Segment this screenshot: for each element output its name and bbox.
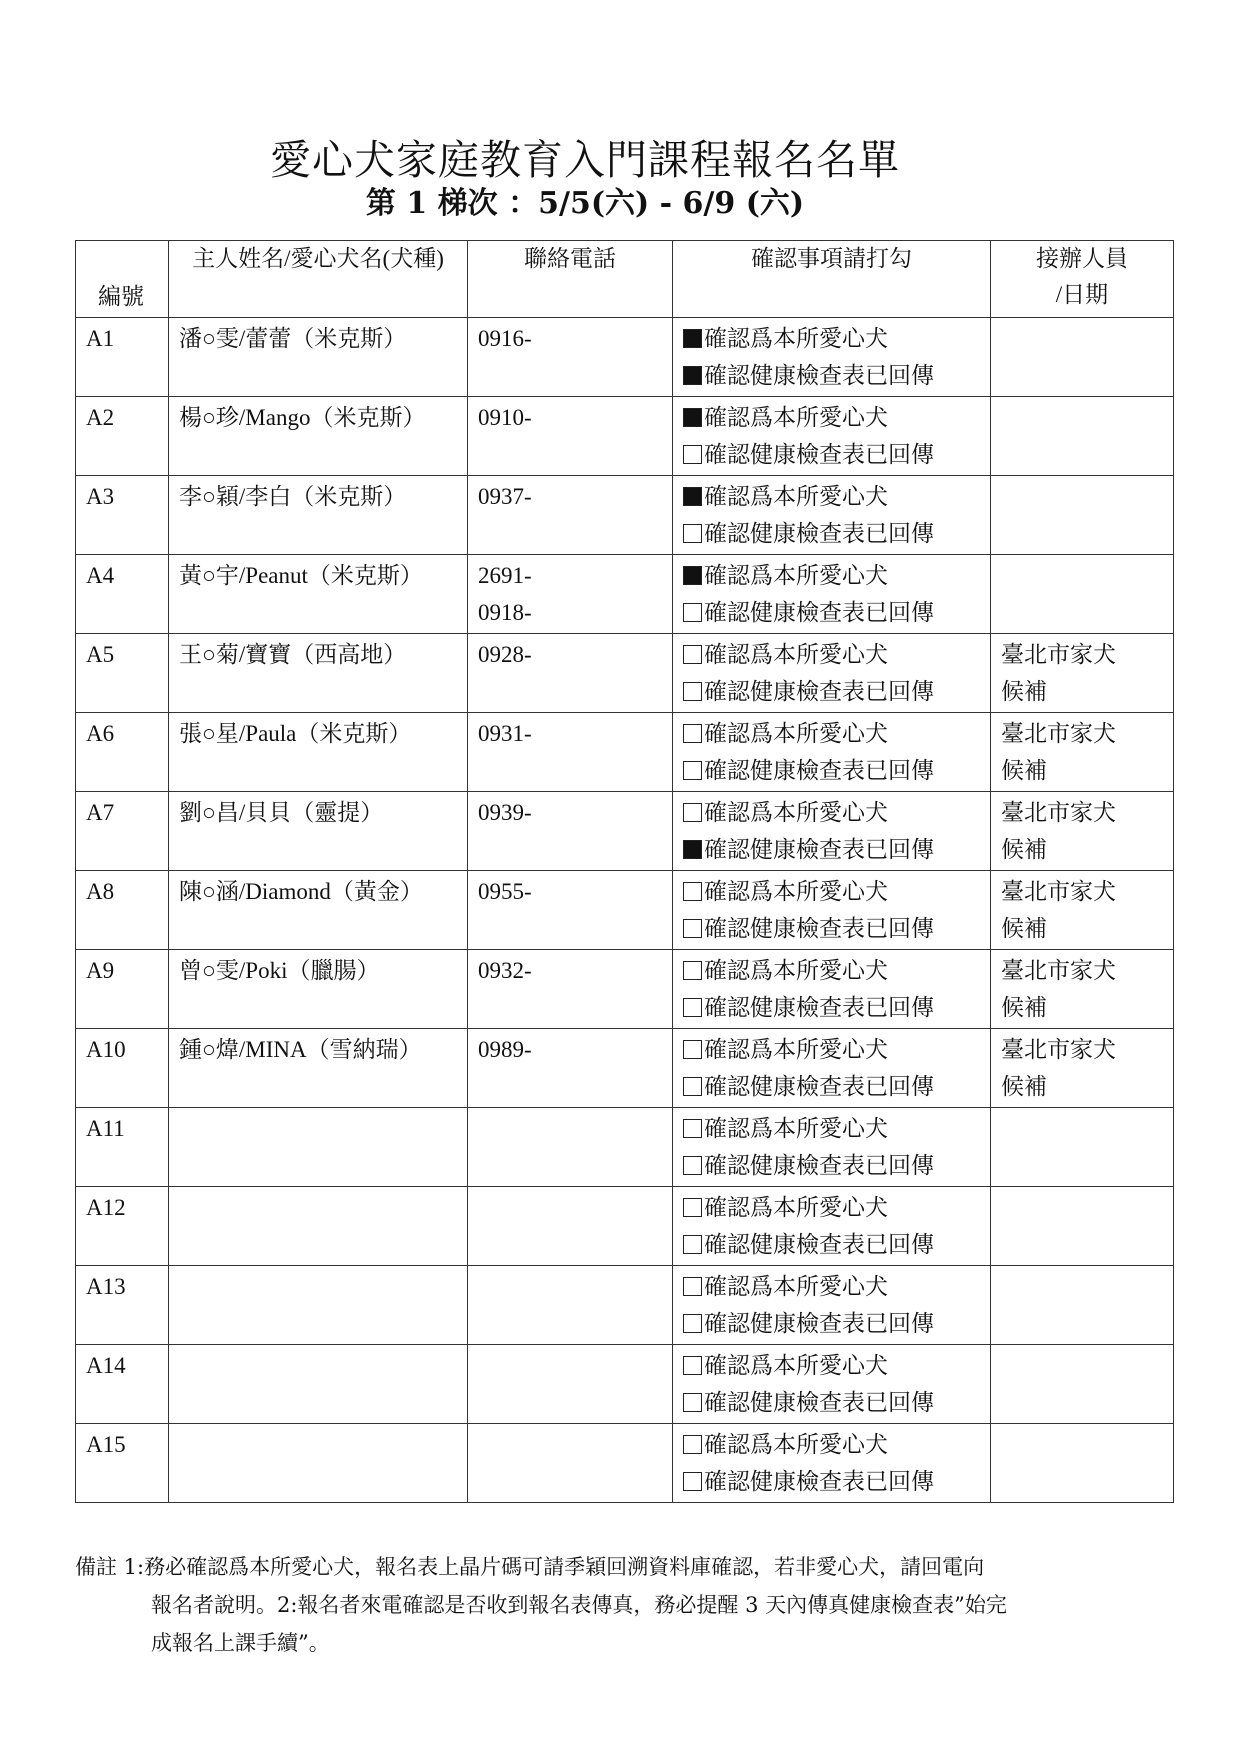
table-row (76, 950, 1174, 1029)
contact-phone-primary: 0989- (478, 1037, 532, 1062)
contact-phone (468, 1266, 673, 1345)
confirm-health-form-label: 確認健康檢查表已回傳 (704, 1074, 934, 1099)
confirm-own-dog-checkbox[interactable] (683, 715, 980, 752)
contact-phone (468, 1029, 673, 1108)
owner-dog-name (169, 1345, 468, 1424)
remarks (75, 1548, 1185, 1662)
owner-dog-name (169, 950, 468, 1029)
owner-dog-name-text: 陳○涵/Diamond（黃金） (179, 879, 423, 904)
row-number (76, 476, 169, 555)
handler-date (991, 713, 1174, 792)
table-row (76, 871, 1174, 950)
contact-phone-primary: 0955- (478, 879, 532, 904)
handler-line-2: 候補 (1001, 916, 1047, 941)
owner-dog-name (169, 792, 468, 871)
handler-date (991, 1345, 1174, 1424)
confirm-own-dog-checkbox[interactable] (683, 557, 980, 594)
confirmation-checks (673, 555, 991, 634)
confirmation-checks (673, 792, 991, 871)
handler-line-1: 臺北市家犬 (1001, 642, 1116, 667)
checked-box-icon[interactable] (683, 366, 702, 385)
header-owner: 主人姓名/愛心犬名(犬種) (169, 241, 468, 318)
row-number-text: A11 (86, 1116, 125, 1141)
confirm-own-dog-label: 確認爲本所愛心犬 (704, 800, 888, 825)
row-number (76, 871, 169, 950)
confirm-health-form-checkbox[interactable] (683, 831, 980, 868)
owner-dog-name-text: 李○穎/李白（米克斯） (179, 484, 407, 509)
row-number-text: A13 (86, 1274, 126, 1299)
confirm-own-dog-label: 確認爲本所愛心犬 (704, 721, 888, 746)
owner-dog-name-text: 曾○雯/Poki（臘腸） (179, 958, 380, 983)
unchecked-box-icon[interactable] (683, 803, 702, 822)
row-number-text: A7 (86, 800, 115, 825)
row-number (76, 397, 169, 476)
owner-dog-name (169, 318, 468, 397)
handler-line-2: 候補 (1001, 995, 1047, 1020)
confirm-own-dog-checkbox[interactable] (683, 399, 980, 436)
contact-phone-primary: 0932- (478, 958, 532, 983)
confirm-own-dog-checkbox[interactable] (683, 1268, 980, 1305)
handler-date (991, 950, 1174, 1029)
table-row (76, 1029, 1174, 1108)
handler-line-2: 候補 (1001, 837, 1047, 862)
confirm-own-dog-label: 確認爲本所愛心犬 (704, 405, 888, 430)
confirm-own-dog-checkbox[interactable] (683, 873, 980, 910)
table-row (76, 555, 1174, 634)
confirm-health-form-checkbox[interactable] (683, 1463, 980, 1500)
contact-phone-secondary: 0918- (478, 600, 532, 625)
confirm-own-dog-label: 確認爲本所愛心犬 (704, 563, 888, 588)
confirm-own-dog-checkbox[interactable] (683, 1031, 980, 1068)
owner-dog-name (169, 634, 468, 713)
confirmation-checks (673, 713, 991, 792)
row-number-text: A9 (86, 958, 115, 983)
table-row (76, 397, 1174, 476)
contact-phone-primary: 0931- (478, 721, 532, 746)
confirmation-checks (673, 871, 991, 950)
remarks-line-3: 成報名上課手續”。 (151, 1631, 330, 1655)
confirm-own-dog-label: 確認爲本所愛心犬 (704, 1353, 888, 1378)
confirm-health-form-label: 確認健康檢查表已回傳 (704, 600, 934, 625)
checked-box-icon[interactable] (683, 329, 702, 348)
handler-line-2: 候補 (1001, 679, 1047, 704)
confirm-own-dog-label: 確認爲本所愛心犬 (704, 879, 888, 904)
confirm-own-dog-checkbox[interactable] (683, 1426, 980, 1463)
owner-dog-name (169, 397, 468, 476)
header-handler (991, 241, 1174, 318)
row-number (76, 1108, 169, 1187)
owner-dog-name (169, 871, 468, 950)
handler-line-1: 臺北市家犬 (1001, 721, 1116, 746)
confirm-own-dog-label: 確認爲本所愛心犬 (704, 1116, 888, 1141)
confirmation-checks (673, 476, 991, 555)
confirm-health-form-label: 確認健康檢查表已回傳 (704, 521, 934, 546)
checked-box-icon[interactable] (683, 487, 702, 506)
contact-phone (468, 713, 673, 792)
confirm-health-form-checkbox[interactable] (683, 594, 980, 631)
contact-phone-primary: 0916- (478, 326, 532, 351)
unchecked-box-icon[interactable] (683, 1356, 702, 1375)
confirm-health-form-checkbox[interactable] (683, 515, 980, 552)
owner-dog-name (169, 1187, 468, 1266)
unchecked-box-icon[interactable] (683, 1198, 702, 1217)
confirm-health-form-checkbox[interactable] (683, 1226, 980, 1263)
document-title: 愛心犬家庭教育入門課程報名名單 (270, 136, 900, 185)
checked-box-icon[interactable] (683, 840, 702, 859)
confirm-own-dog-label: 確認爲本所愛心犬 (704, 958, 888, 983)
row-number (76, 713, 169, 792)
confirm-health-form-label: 確認健康檢查表已回傳 (704, 679, 934, 704)
row-number (76, 950, 169, 1029)
row-number-text: A4 (86, 563, 115, 588)
handler-date (991, 871, 1174, 950)
checked-box-icon[interactable] (683, 408, 702, 427)
contact-phone (468, 555, 673, 634)
owner-dog-name-text: 潘○雯/蕾蕾（米克斯） (179, 326, 407, 351)
header-handler-line1: 接辦人員 (1036, 246, 1128, 271)
confirm-health-form-checkbox[interactable] (683, 989, 980, 1026)
owner-dog-name (169, 1108, 468, 1187)
unchecked-box-icon[interactable] (683, 1077, 702, 1096)
confirm-health-form-label: 確認健康檢查表已回傳 (704, 363, 934, 388)
handler-date (991, 397, 1174, 476)
confirm-own-dog-checkbox[interactable] (683, 794, 980, 831)
owner-dog-name (169, 1029, 468, 1108)
confirmation-checks (673, 318, 991, 397)
confirm-health-form-label: 確認健康檢查表已回傳 (704, 837, 934, 862)
row-number (76, 318, 169, 397)
handler-date (991, 476, 1174, 555)
row-number (76, 555, 169, 634)
row-number-text: A3 (86, 484, 115, 509)
table-row (76, 792, 1174, 871)
table-row (76, 476, 1174, 555)
confirm-own-dog-label: 確認爲本所愛心犬 (704, 642, 888, 667)
confirm-health-form-label: 確認健康檢查表已回傳 (704, 1390, 934, 1415)
unchecked-box-icon[interactable] (683, 761, 702, 780)
unchecked-box-icon[interactable] (683, 645, 702, 664)
confirm-own-dog-checkbox[interactable] (683, 1110, 980, 1147)
confirm-own-dog-checkbox[interactable] (683, 1189, 980, 1226)
table-header-row (76, 241, 1174, 318)
confirm-health-form-label: 確認健康檢查表已回傳 (704, 1153, 934, 1178)
unchecked-box-icon[interactable] (683, 1040, 702, 1059)
unchecked-box-icon[interactable] (683, 1472, 702, 1491)
confirm-health-form-checkbox[interactable] (683, 1068, 980, 1105)
handler-date (991, 1187, 1174, 1266)
confirm-health-form-checkbox[interactable] (683, 1384, 980, 1421)
confirm-health-form-label: 確認健康檢查表已回傳 (704, 995, 934, 1020)
unchecked-box-icon[interactable] (683, 919, 702, 938)
confirm-own-dog-label: 確認爲本所愛心犬 (704, 1195, 888, 1220)
row-number (76, 1345, 169, 1424)
registration-table (75, 240, 1174, 1503)
checked-box-icon[interactable] (683, 566, 702, 585)
row-number-text: A14 (86, 1353, 126, 1378)
confirm-own-dog-checkbox[interactable] (683, 1347, 980, 1384)
confirm-own-dog-checkbox[interactable] (683, 320, 980, 357)
owner-dog-name (169, 1266, 468, 1345)
table-row (76, 1345, 1174, 1424)
contact-phone (468, 397, 673, 476)
contact-phone (468, 634, 673, 713)
unchecked-box-icon[interactable] (683, 1435, 702, 1454)
table-row (76, 634, 1174, 713)
confirm-health-form-label: 確認健康檢查表已回傳 (704, 1311, 934, 1336)
confirmation-checks (673, 397, 991, 476)
owner-dog-name (169, 476, 468, 555)
contact-phone-primary: 0939- (478, 800, 532, 825)
row-number-text: A1 (86, 326, 115, 351)
confirm-own-dog-label: 確認爲本所愛心犬 (704, 1037, 888, 1062)
confirm-own-dog-label: 確認爲本所愛心犬 (704, 326, 888, 351)
table-body (76, 318, 1174, 1503)
unchecked-box-icon[interactable] (683, 1156, 702, 1175)
unchecked-box-icon[interactable] (683, 882, 702, 901)
row-number-text: A2 (86, 405, 115, 430)
contact-phone-primary: 0937- (478, 484, 532, 509)
owner-dog-name-text: 楊○珍/Mango（米克斯） (179, 405, 426, 430)
unchecked-box-icon[interactable] (683, 1314, 702, 1333)
owner-dog-name-text: 張○星/Paula（米克斯） (179, 721, 412, 746)
row-number (76, 1424, 169, 1503)
contact-phone (468, 1108, 673, 1187)
confirmation-checks (673, 1108, 991, 1187)
confirmation-checks (673, 1424, 991, 1503)
row-number-text: A10 (86, 1037, 126, 1062)
handler-line-1: 臺北市家犬 (1001, 1037, 1116, 1062)
confirm-health-form-checkbox[interactable] (683, 357, 980, 394)
handler-date (991, 1266, 1174, 1345)
unchecked-box-icon[interactable] (683, 724, 702, 743)
contact-phone (468, 871, 673, 950)
table-row (76, 318, 1174, 397)
owner-dog-name-text: 劉○昌/貝貝（靈提） (179, 800, 384, 825)
row-number (76, 634, 169, 713)
confirm-health-form-checkbox[interactable] (683, 436, 980, 473)
unchecked-box-icon[interactable] (683, 1235, 702, 1254)
table-row (76, 1108, 1174, 1187)
unchecked-box-icon[interactable] (683, 1277, 702, 1296)
unchecked-box-icon[interactable] (683, 445, 702, 464)
header-handler-line2: /日期 (1055, 282, 1109, 307)
row-number (76, 1187, 169, 1266)
row-number (76, 1266, 169, 1345)
unchecked-box-icon[interactable] (683, 524, 702, 543)
contact-phone (468, 1187, 673, 1266)
confirm-health-form-label: 確認健康檢查表已回傳 (704, 442, 934, 467)
remarks-line-1: 備註 1:務必確認爲本所愛心犬，報名表上晶片碼可請季穎回溯資料庫確認，若非愛心犬，請回電向 (75, 1555, 985, 1579)
contact-phone (468, 476, 673, 555)
confirmation-checks (673, 950, 991, 1029)
confirmation-checks (673, 1266, 991, 1345)
header-confirm: 確認事項請打勾 (673, 241, 991, 318)
owner-dog-name-text: 黃○宇/Peanut（米克斯） (179, 563, 423, 588)
owner-dog-name-text: 鍾○煒/MINA（雪納瑞） (179, 1037, 422, 1062)
confirm-health-form-checkbox[interactable] (683, 910, 980, 947)
table-row (76, 1187, 1174, 1266)
handler-line-2: 候補 (1001, 1074, 1047, 1099)
handler-line-1: 臺北市家犬 (1001, 958, 1116, 983)
row-number (76, 792, 169, 871)
confirm-health-form-checkbox[interactable] (683, 673, 980, 710)
confirm-own-dog-checkbox[interactable] (683, 636, 980, 673)
contact-phone (468, 1345, 673, 1424)
handler-line-1: 臺北市家犬 (1001, 879, 1116, 904)
handler-date (991, 318, 1174, 397)
confirm-own-dog-label: 確認爲本所愛心犬 (704, 484, 888, 509)
contact-phone (468, 318, 673, 397)
row-number-text: A15 (86, 1432, 126, 1457)
owner-dog-name (169, 1424, 468, 1503)
handler-date (991, 792, 1174, 871)
handler-date (991, 1424, 1174, 1503)
row-number-text: A6 (86, 721, 115, 746)
session-subtitle: 第 1 梯次 ：5/5(六) - 6/9 (六) (365, 186, 805, 221)
confirmation-checks (673, 1187, 991, 1266)
unchecked-box-icon[interactable] (683, 1393, 702, 1412)
confirm-health-form-checkbox[interactable] (683, 752, 980, 789)
confirm-own-dog-label: 確認爲本所愛心犬 (704, 1432, 888, 1457)
table-row (76, 713, 1174, 792)
unchecked-box-icon[interactable] (683, 603, 702, 622)
confirm-health-form-checkbox[interactable] (683, 1147, 980, 1184)
confirmation-checks (673, 1345, 991, 1424)
owner-dog-name (169, 713, 468, 792)
handler-date (991, 1029, 1174, 1108)
confirmation-checks (673, 1029, 991, 1108)
header-phone: 聯絡電話 (468, 241, 673, 318)
confirm-health-form-label: 確認健康檢查表已回傳 (704, 916, 934, 941)
owner-dog-name (169, 555, 468, 634)
handler-date (991, 1108, 1174, 1187)
owner-dog-name-text: 王○菊/寶寶（西高地） (179, 642, 407, 667)
unchecked-box-icon[interactable] (683, 1119, 702, 1138)
confirmation-checks (673, 634, 991, 713)
table-row (76, 1424, 1174, 1503)
confirm-own-dog-label: 確認爲本所愛心犬 (704, 1274, 888, 1299)
contact-phone-primary: 0928- (478, 642, 532, 667)
confirm-health-form-checkbox[interactable] (683, 1305, 980, 1342)
remarks-line-2: 報名者說明。2:報名者來電確認是否收到報名表傳真，務必提醒 3 天內傳真健康檢查表”始完 (151, 1593, 1007, 1617)
confirm-health-form-label: 確認健康檢查表已回傳 (704, 758, 934, 783)
row-number-text: A12 (86, 1195, 126, 1220)
confirm-health-form-label: 確認健康檢查表已回傳 (704, 1469, 934, 1494)
table-row (76, 1266, 1174, 1345)
handler-line-2: 候補 (1001, 758, 1047, 783)
contact-phone-primary: 0910- (478, 405, 532, 430)
contact-phone (468, 1424, 673, 1503)
handler-date (991, 634, 1174, 713)
unchecked-box-icon[interactable] (683, 998, 702, 1017)
contact-phone (468, 950, 673, 1029)
confirm-own-dog-checkbox[interactable] (683, 952, 980, 989)
contact-phone-primary: 2691- (478, 563, 532, 588)
handler-date (991, 555, 1174, 634)
unchecked-box-icon[interactable] (683, 682, 702, 701)
row-number-text: A8 (86, 879, 115, 904)
handler-line-1: 臺北市家犬 (1001, 800, 1116, 825)
unchecked-box-icon[interactable] (683, 961, 702, 980)
row-number (76, 1029, 169, 1108)
contact-phone (468, 792, 673, 871)
confirm-own-dog-checkbox[interactable] (683, 478, 980, 515)
confirm-health-form-label: 確認健康檢查表已回傳 (704, 1232, 934, 1257)
header-number: 編號 (76, 241, 169, 318)
row-number-text: A5 (86, 642, 115, 667)
